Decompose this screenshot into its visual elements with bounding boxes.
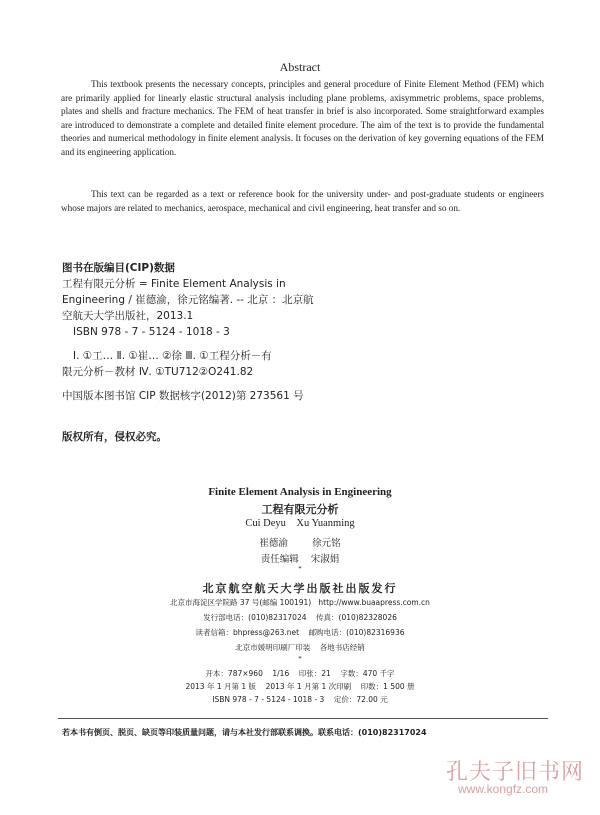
divider: [58, 718, 548, 719]
printer-info: 北京市媛明印刷厂印装 各地书店经销: [235, 643, 365, 652]
cip-isbn: ISBN 978 - 7 - 5124 - 1018 - 3: [73, 326, 230, 338]
cip-line: 工程有限元分析 = Finite Element Analysis in: [62, 278, 286, 290]
abstract-paragraph: This textbook presents the necessary concepts, principles and general procedure of Finite Element Method (FEM) which are primarily applied for linearly elastic structural analysis including plane problems, axisymmetric problems, space problems, plates and shells and fracture mechanics. The FEM of heat transfer in brief is also incorporated. Some straightforward examples are introduced to demonstrate a complete and detailed finite element procedure. The aim of the text is to provide the fundamental theories and numerical methodology in finite element analysis. It focuses on the derivation of key governing equations of the FEM and its engineering application.: [61, 79, 544, 157]
book-title-en: Finite Element Analysis in Engineering: [208, 486, 392, 498]
book-title-cn: 工程有限元分析: [261, 503, 339, 516]
publisher: 北京航空航天大学出版社出版发行: [202, 582, 398, 595]
print-quality-notice: 若本书有倒页、脱页、缺页等印装质量问题，请与本社发行部联系调换。联系电话：(010)82317024: [62, 728, 427, 737]
cip-line: 限元分析－教材 Ⅳ. ①TU712②O241.82: [62, 366, 254, 378]
separator-star: *: [298, 655, 302, 663]
separator-star: *: [298, 565, 302, 573]
cip-line: 空航天大学出版社，2013.1: [62, 310, 194, 322]
publisher-address: 北京市海淀区学院路 37 号(邮编 100191) http://www.buaapress.com.cn: [170, 598, 430, 607]
cip-record-number: 中国版本图书馆 CIP 数据核字(2012)第 273561 号: [62, 390, 304, 402]
edition-info: 2013 年 1 月第 1 版 2013 年 1 月第 1 次印刷 印数：1 500 册: [185, 682, 415, 691]
cip-line: Engineering / 崔德渝，徐元铭编著. -- 北京 ：北京航: [62, 294, 314, 306]
responsible-editor: 责任编辑 宋淑娟: [260, 554, 340, 565]
book-spec: 开本：787×960 1/16 印张：21 字数：470 千字: [205, 669, 395, 678]
isbn-price: ISBN 978 - 7 - 5124 - 1018 - 3 定价：72.00 元: [212, 695, 388, 704]
watermark-url: www.kongfz.com: [458, 782, 549, 796]
abstract-title: Abstract: [279, 60, 321, 74]
cip-line: Ⅰ. ①工… Ⅱ. ①崔… ②徐 Ⅲ. ①工程分析－有: [73, 350, 272, 362]
authors-en: Cui Deyu Xu Yuanming: [245, 518, 355, 529]
cip-heading: 图书在版编目(CIP)数据: [62, 262, 175, 274]
publisher-phone: 发行部电话：(010)82317024 传真：(010)82328026: [203, 613, 397, 622]
authors-cn: 崔德渝 徐元铭: [259, 538, 341, 549]
watermark-logo-text: 孔夫子旧书网: [446, 760, 585, 785]
publisher-email: 读者信箱：bhpress@263.net 邮购电话：(010)82316936: [195, 628, 405, 637]
rights-statement: 版权所有，侵权必究。: [62, 431, 167, 443]
abstract-paragraph: This text can be regarded as a text or reference book for the university under- and post-graduate students or engineers whose majors are related to mechanics, aerospace, mechanical and civil engineering, heat transfer and so on.: [61, 189, 544, 213]
